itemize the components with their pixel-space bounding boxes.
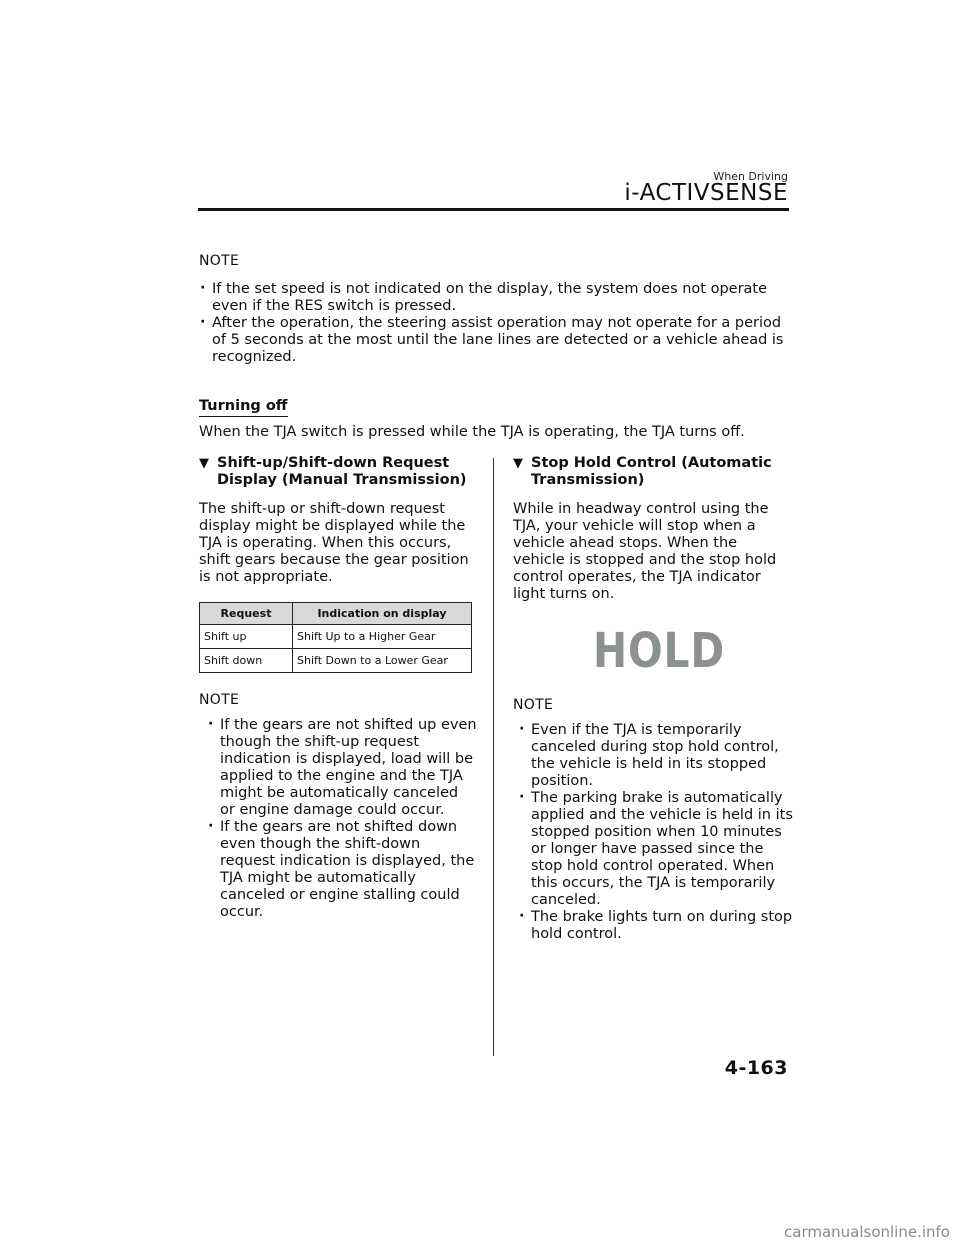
triangle-down-icon: ▼ [199,456,209,471]
note-label: NOTE [199,253,240,269]
section-heading-text: Stop Hold Control (Automatic Transmission) [531,455,772,488]
note-block-left [199,692,477,921]
hold-indicator [513,623,793,683]
table-header: Request [200,603,293,625]
note-item: · The brake lights turn on during stop hold control. [518,909,793,943]
table-cell: Shift Up to a Higher Gear [293,625,472,649]
table-cell: Shift Down to a Lower Gear [293,649,472,673]
note-item: · If the gears are not shifted down even though the shift-down request indication is displayed, the TJA might be automatically canceled or engine stalling could occur. [207,819,477,921]
turning-off-heading: Turning off [199,398,288,417]
note-item: · If the set speed is not indicated on the display, the system does not operate even if the RES switch is pressed. [199,281,791,315]
note-item: · After the operation, the steering assist operation may not operate for a period of 5 seconds at the most until the lane lines are detected or a vehicle ahead is recognized. [199,315,791,366]
page-number: 4-163 [724,1057,788,1079]
triangle-down-icon: ▼ [513,456,523,471]
turning-off-text: When the TJA switch is pressed while the TJA is operating, the TJA turns off. [199,424,745,440]
column-divider [493,458,494,1056]
footer-watermark: carmanualsonline.info [784,1223,950,1241]
left-column [199,455,477,921]
section-heading-stop-hold [513,455,793,489]
header-section-label: When Driving [713,170,788,183]
hold-indicator-icon: HOLD [593,623,726,679]
table-cell: Shift up [200,625,293,649]
header-title: i-ACTIVSENSE [624,180,788,206]
note-label: NOTE [513,697,554,713]
note-list [518,722,793,943]
section-heading-text: Shift-up/Shift-down Request Display (Manual Transmission) [217,455,467,488]
right-column [513,455,793,943]
table-row [200,625,472,649]
note-item: · If the gears are not shifted up even though the shift-up request indication is displayed, load will be applied to the engine and the TJA might be automatically canceled or engine damage could occur. [207,717,477,819]
note-item: · Even if the TJA is temporarily canceled during stop hold control, the vehicle is held in its stopped position. [518,722,793,790]
stop-hold-paragraph: While in headway control using the TJA, your vehicle will stop when a vehicle ahead stops. When the vehicle is stopped and the stop hold control operates, the TJA indicator light turns on. [513,501,777,602]
note-block-top [199,253,791,366]
shift-request-paragraph: The shift-up or shift-down request display might be displayed while the TJA is operating. When this occurs, shift gears because the gear position is not appropriate. [199,501,469,585]
table-cell: Shift down [200,649,293,673]
note-list [207,717,477,921]
header-rule [198,208,789,211]
note-label: NOTE [199,692,240,708]
section-heading-shift-request [199,455,477,489]
shift-request-table [199,602,472,673]
note-item: · The parking brake is automatically applied and the vehicle is held in its stopped position when 10 minutes or longer have passed since the stop hold control operated. When this occurs, the TJA is temporarily canceled. [518,790,793,909]
table-row [200,649,472,673]
note-block-right [513,697,793,943]
table-header-row [200,603,472,625]
table-header: Indication on display [293,603,472,625]
note-list [199,281,791,366]
